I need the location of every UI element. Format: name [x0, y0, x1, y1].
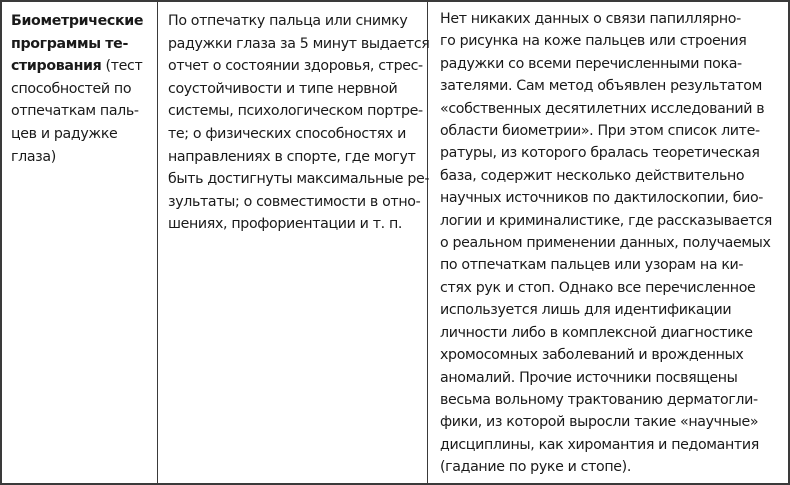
cell-line: го рисунка на коже пальцев или строения [440, 33, 747, 50]
line-text: цев и радужке [11, 125, 118, 142]
cell-line [11, 78, 143, 101]
method-name-cell [11, 10, 143, 168]
column-divider [157, 2, 158, 483]
cell-line: направлениях в спорте, где могут [168, 148, 416, 165]
cell-line [11, 146, 143, 169]
cell-line: По отпечатку пальца или снимку [168, 13, 408, 29]
bold-term: стирования [11, 58, 102, 75]
cell-line: шениях, профориентации и т. п. [168, 216, 403, 233]
cell-line: хромосомных заболеваний и врожденных [440, 347, 744, 364]
evidence-cell [440, 8, 772, 479]
cell-line [11, 10, 143, 33]
cell-line: личности либо в комплексной диагностике [440, 324, 753, 341]
cell-line: зателями. Сам метод объявлен результатом [440, 78, 762, 95]
cell-line: научных источников по дактилоскопии, био- [440, 190, 764, 207]
cell-line: системы, психологическом портре- [168, 103, 423, 120]
cell-line: соустойчивости и типе нервной [168, 80, 398, 97]
line-text: способностей по [11, 80, 132, 97]
cell-line [11, 100, 143, 123]
cell-line: используется лишь для идентификации [440, 302, 732, 319]
cell-line: отчет о состоянии здоровья, стрес- [168, 58, 423, 75]
cell-line: весьма вольному трактованию дерматогли- [440, 391, 758, 408]
cell-line: зультаты; о совместимости в отно- [168, 193, 421, 210]
cell-line: радужки глаза за 5 минут выдается [168, 35, 430, 52]
cell-line: быть достигнуты максимальные ре- [168, 171, 430, 188]
bold-term: Биометрические [11, 13, 144, 29]
cell-line [11, 123, 143, 146]
cell-line: «собственных десятилетних исследований в [440, 100, 765, 117]
line-text: глаза) [11, 148, 56, 165]
cell-line: ратуры, из которого бралась теоретическая [440, 145, 760, 162]
cell-line: области биометрии». При этом список лите- [440, 123, 760, 140]
cell-line: логии и криминалистике, где рассказывается [440, 212, 772, 229]
cell-line: фики, из которой выросли такие «научные» [440, 414, 759, 431]
bold-term: программы те- [11, 35, 128, 52]
cell-line [11, 55, 143, 78]
cell-line: дисциплины, как хиромантия и педомантия [440, 436, 759, 453]
cell-line: (гадание по руке и стопе). [440, 459, 632, 476]
cell-line [11, 33, 143, 56]
line-text: отпечаткам паль- [11, 103, 139, 120]
cell-line: аномалий. Прочие источники посвящены [440, 369, 738, 386]
cell-line: о реальном применении данных, получаемых [440, 235, 771, 252]
cell-line: база, содержит несколько действительно [440, 167, 745, 184]
cell-line: по отпечаткам пальцев или узорам на ки- [440, 257, 744, 274]
line-text: (тест [101, 58, 143, 75]
cell-line: Нет никаких данных о связи папиллярно- [440, 11, 741, 27]
cell-line: стях рук и стоп. Однако все перечисленное [440, 279, 756, 296]
claims-cell [168, 10, 429, 236]
cell-line: радужки со всеми перечисленными пока- [440, 55, 742, 72]
cell-line: те; о физических способностях и [168, 125, 407, 142]
